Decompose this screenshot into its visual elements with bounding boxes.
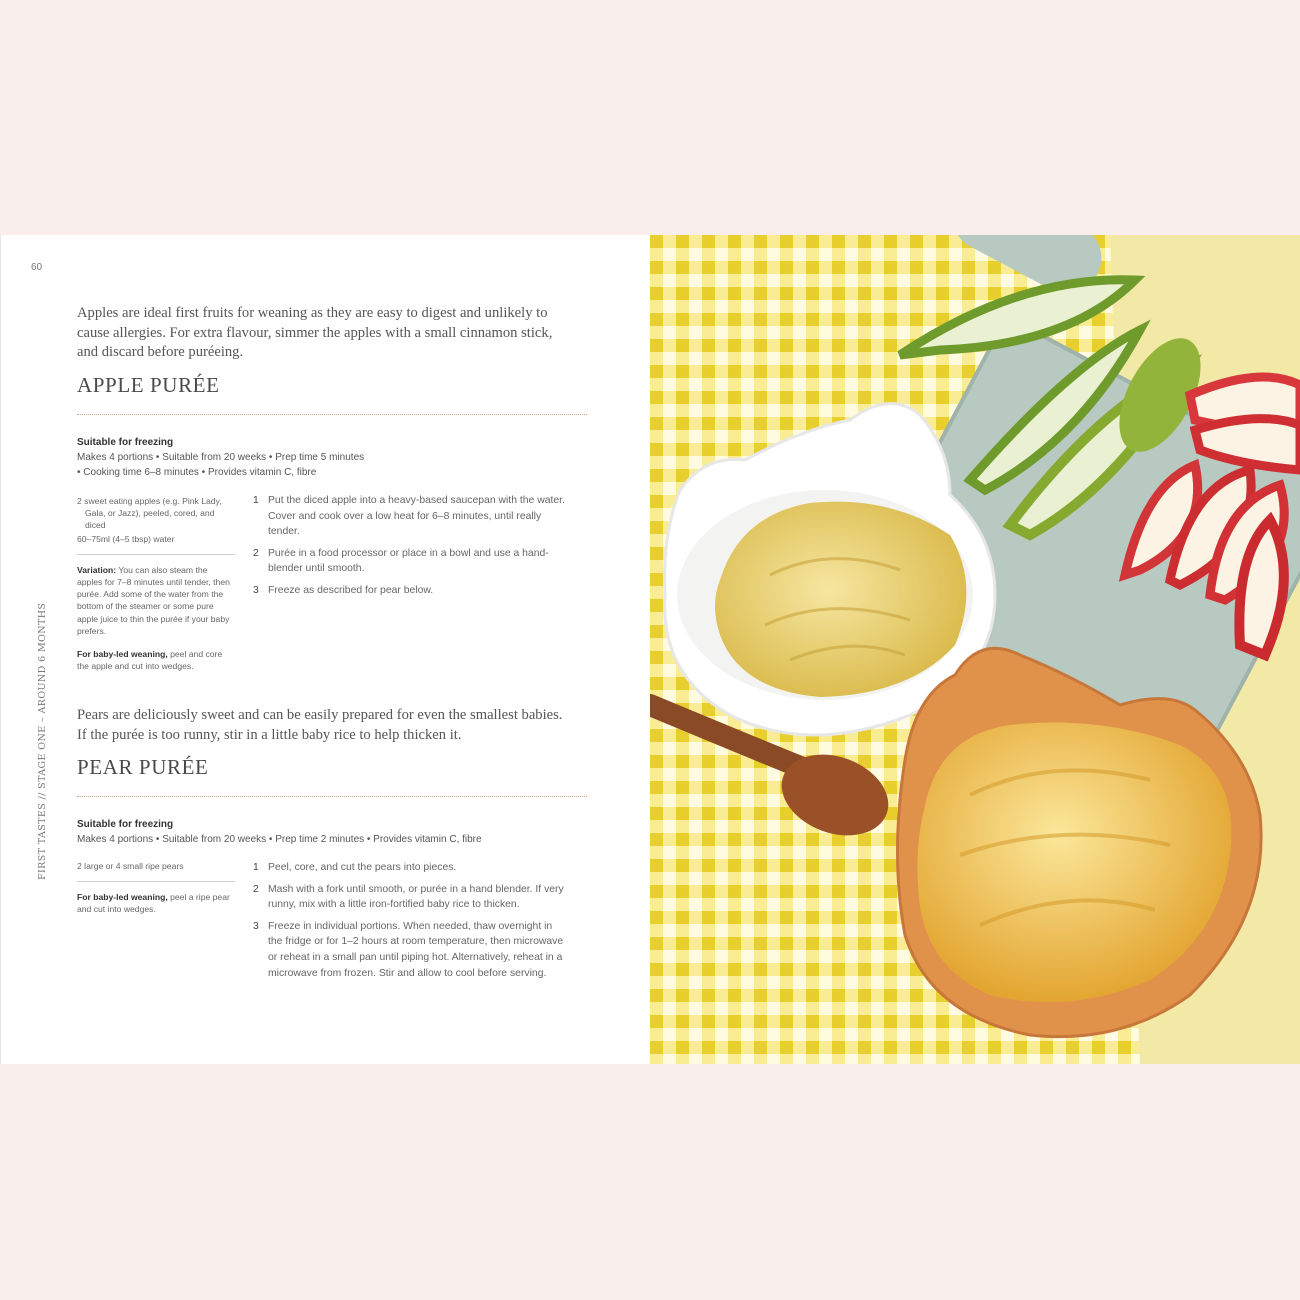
apple-method	[253, 493, 569, 605]
step-number: 1	[253, 862, 259, 873]
pear-meta	[77, 817, 547, 847]
food-photo	[650, 235, 1300, 1064]
ingredient-item: 2 sweet eating apples (e.g. Pink Lady, Gala, or Jazz), peeled, cored, and diced	[77, 496, 222, 531]
step-number: 2	[253, 883, 259, 895]
apple-freezing: Suitable for freezing	[77, 437, 174, 448]
method-step	[253, 919, 569, 981]
puree-photo	[650, 235, 1300, 1064]
apple-intro: Apples are ideal first fruits for weaning as they are easy to digest and unlikely to cause allergies. For extra flavour, simmer the apples with a small cinnamon stick, and discard before puréeing.	[77, 305, 553, 360]
pear-intro: Pears are deliciously sweet and can be easily prepared for even the smallest babies. If the purée is too runny, stir in a little baby rice to help thicken it.	[77, 707, 563, 743]
step-number: 3	[253, 920, 259, 932]
apple-ingredients	[77, 495, 235, 683]
step-text: Freeze as described for pear below.	[268, 584, 434, 596]
method-step	[253, 583, 569, 599]
ingredients-rule	[77, 554, 235, 555]
step-number: 1	[253, 495, 259, 506]
blw-label: For baby-led weaning,	[77, 649, 168, 660]
blw-label: For baby-led weaning,	[77, 892, 168, 903]
variation-text: You can also steam the apples for 7–8 minutes until tender, then purée. Add some of the water from the bottom of the steamer or some pure apple juice to thin the purée if your baby prefers.	[77, 564, 230, 636]
apple-blw	[77, 648, 235, 672]
ingredient-item: 60–75ml (4–5 tbsp) water	[77, 533, 175, 544]
apple-meta-line1: Makes 4 portions • Suitable from 20 weeks • Prep time 5 minutes	[77, 452, 365, 463]
page-number: 60	[31, 262, 43, 273]
apple-title: APPLE PURÉE	[77, 373, 220, 397]
variation-label: Variation:	[77, 564, 117, 575]
step-text: Peel, core, and cut the pears into pieces.	[268, 862, 457, 873]
method-step	[253, 860, 569, 876]
step-text: Mash with a fork until smooth, or purée in a hand blender. If very runny, mix with a little iron-fortified baby rice to thicken.	[268, 883, 564, 911]
ingredients-rule	[77, 881, 235, 882]
pear-method	[253, 860, 569, 987]
pear-ingredients	[77, 860, 235, 927]
step-text: Put the diced apple into a heavy-based saucepan with the water. Cover and cook over a low heat for 6–8 minutes, until really tender.	[268, 495, 565, 538]
step-number: 2	[253, 547, 259, 559]
ingredient-item: 2 large or 4 small ripe pears	[77, 861, 184, 871]
apple-meta-line2: • Cooking time 6–8 minutes • Provides vitamin C, fibre	[77, 467, 317, 478]
step-text: Purée in a food processor or place in a bowl and use a hand-blender until smooth.	[268, 547, 549, 575]
left-page	[0, 235, 651, 1064]
apple-divider	[77, 414, 587, 415]
apple-meta	[77, 435, 417, 480]
blw-text: peel and core the apple and cut into wedges.	[77, 649, 223, 672]
method-step	[253, 493, 569, 540]
book-spread	[0, 235, 1300, 1064]
pear-title: PEAR PURÉE	[77, 755, 209, 779]
method-step	[253, 546, 569, 577]
pear-freezing: Suitable for freezing	[77, 819, 174, 830]
apple-variation	[77, 564, 235, 637]
method-step	[253, 882, 569, 913]
step-number: 3	[253, 584, 259, 596]
running-head: FIRST TASTES // STAGE ONE – AROUND 6 MONTHS	[37, 602, 48, 880]
pear-divider	[77, 796, 587, 797]
step-text: Freeze in individual portions. When needed, thaw overnight in the fridge or for 1–2 hours at room temperature, then microwave or reheat in a small pan until piping hot. Alternatively, reheat in a microwave from frozen. Stir and allow to cool before serving.	[268, 920, 564, 979]
blw-text: peel a ripe pear and cut into wedges.	[77, 892, 230, 915]
pear-meta-line1: Makes 4 portions • Suitable from 20 weeks • Prep time 2 minutes • Provides vitamin C, fibre	[77, 834, 482, 845]
pear-blw	[77, 891, 235, 915]
